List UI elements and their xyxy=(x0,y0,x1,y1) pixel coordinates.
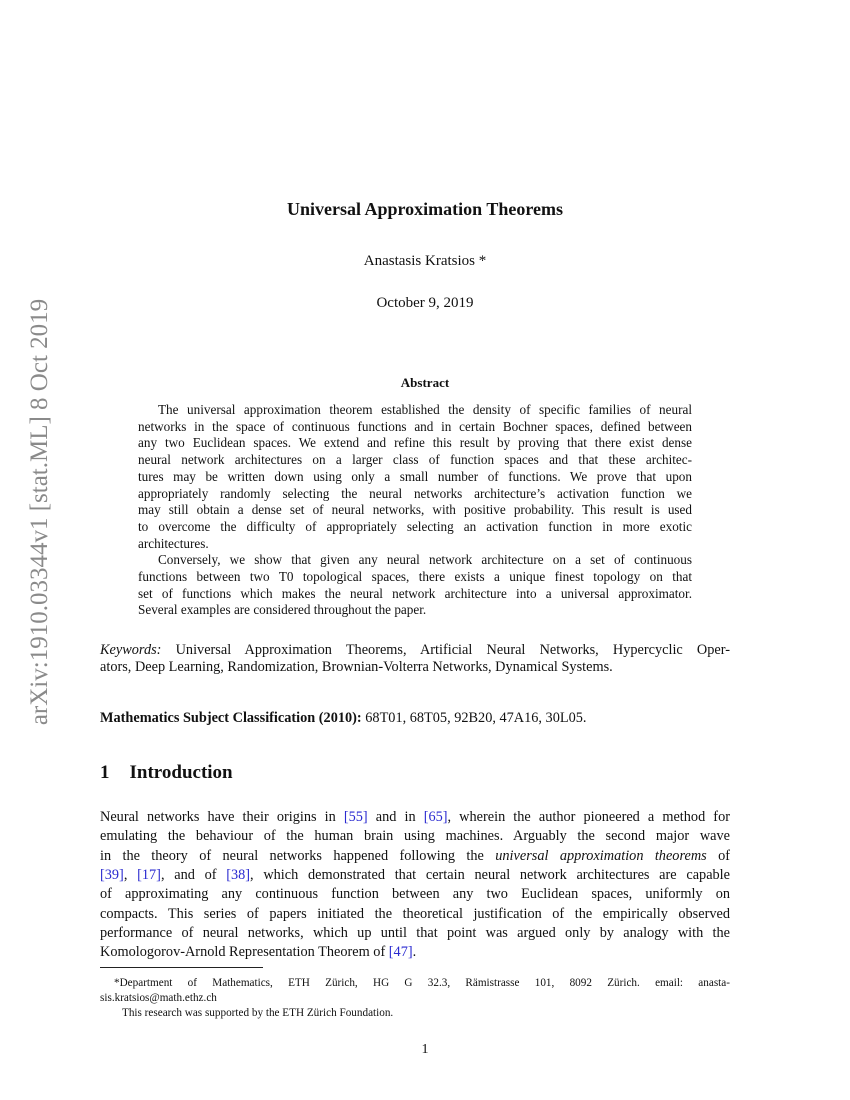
citation-link[interactable]: [65] xyxy=(423,809,448,825)
abstract-line: set of functions which makes the neural network architecture into a universal approximator. xyxy=(138,585,692,601)
abstract-line: Several examples are considered throughout the paper. xyxy=(138,602,427,618)
author: Anastasis Kratsios * xyxy=(363,253,487,269)
text-segment: emulating the behaviour of the human brain using machines. Arguably the second major wave xyxy=(100,828,730,845)
citation-link[interactable]: [17] xyxy=(137,866,161,883)
text-segment: and in xyxy=(367,809,424,825)
abstract-line: appropriately randomly selecting the neural networks architecture’s activation function we xyxy=(138,485,692,501)
intro-line xyxy=(100,808,730,826)
citation-link[interactable]: [39] xyxy=(100,866,124,883)
keywords-text: Universal Approximation Theorems, Artificial Neural Networks, Hypercyclic Oper- xyxy=(175,642,730,658)
text-segment: compacts. This series of papers initiated the theoretical justification of the empirically observed xyxy=(100,905,730,922)
footnote-funding: This research was supported by the ETH Zürich Foundation. xyxy=(122,1007,394,1019)
intro-line xyxy=(100,847,730,865)
abstract-line: The universal approximation theorem established the density of specific families of neural xyxy=(158,402,692,417)
abstract-line: any two Euclidean spaces. We extend and refine this result by proving that there exist dense xyxy=(138,435,692,451)
footnote-affiliation: *Department of Mathematics, ETH Zürich, HG G 32.3, Rämistrasse 101, 8092 Zürich. email: anasta- xyxy=(114,977,730,989)
msc-label: Mathematics Subject Classification (2010): xyxy=(100,710,362,726)
intro-line xyxy=(100,905,730,923)
abstract-line: neural network architectures on a larger class of function spaces and that these architec- xyxy=(138,452,692,468)
text-segment: , which demonstrated that certain neural network architectures are capable xyxy=(250,866,731,883)
intro-line xyxy=(100,924,730,942)
footnote-rule xyxy=(100,967,263,968)
abstract-heading: Abstract xyxy=(400,375,450,390)
abstract-line: may still obtain a dense set of neural networks, with positive probability. This result is used xyxy=(138,502,692,518)
msc-value: 68T01, 68T05, 92B20, 47A16, 30L05. xyxy=(365,710,587,726)
text-segment: Komologorov-Arnold Representation Theorem of xyxy=(100,944,389,961)
keywords-line xyxy=(100,641,730,659)
date: October 9, 2019 xyxy=(376,295,474,311)
paper-title: Universal Approximation Theorems xyxy=(286,199,564,219)
keywords-text-2: ators, Deep Learning, Randomization, Brownian-Volterra Networks, Dynamical Systems. xyxy=(100,659,613,675)
text-segment: , and of xyxy=(160,866,227,883)
keywords-label: Keywords: xyxy=(100,642,162,658)
citation-link[interactable]: [47] xyxy=(388,944,413,961)
section-number: 1 xyxy=(100,762,110,783)
text-segment: , xyxy=(123,866,138,883)
intro-line xyxy=(100,943,730,961)
abstract-line: architectures. xyxy=(138,535,209,551)
text-segment: Neural networks have their origins in xyxy=(100,809,344,825)
abstract-line: functions between two T0 topological spaces, there exists a unique finest topology on that xyxy=(138,569,692,584)
abstract-line: Conversely, we show that given any neural network architecture on a set of continuous xyxy=(158,552,692,568)
citation-link[interactable]: [55] xyxy=(343,809,368,825)
page-number: 1 xyxy=(421,1042,429,1057)
text-segment: , wherein the author pioneered a method for xyxy=(447,809,730,825)
abstract-line: to overcome the difficulty of appropriately selecting an activation function in more exotic xyxy=(138,518,692,534)
citation-link[interactable]: [38] xyxy=(226,866,251,883)
abstract-line: networks in the space of continuous functions and in certain Bochner spaces, defined between xyxy=(138,418,692,434)
text-segment: . xyxy=(412,944,417,961)
text-segment: of xyxy=(706,847,731,864)
arxiv-stamp: arXiv:1910.03344v1 [stat.ML] 8 Oct 2019 xyxy=(26,298,53,726)
text-segment: in the theory of neural networks happened following the xyxy=(100,847,496,864)
footnote-email: sis.kratsios@math.ethz.ch xyxy=(100,992,217,1004)
text-segment: of approximating any continuous function between any two Euclidean spaces, uniformly on xyxy=(100,886,730,903)
intro-line xyxy=(100,827,730,845)
intro-line xyxy=(100,866,730,884)
intro-line xyxy=(100,885,730,903)
section-heading xyxy=(100,762,233,784)
msc-line xyxy=(100,709,730,727)
section-title: Introduction xyxy=(129,762,233,783)
text-segment: performance of neural networks, which up until that point was argued only by analogy with the xyxy=(100,924,730,941)
emphasis-text: universal approximation theorems xyxy=(495,847,707,864)
abstract-line: tures may be written down using only a small number of functions. We prove that upon xyxy=(138,468,692,484)
